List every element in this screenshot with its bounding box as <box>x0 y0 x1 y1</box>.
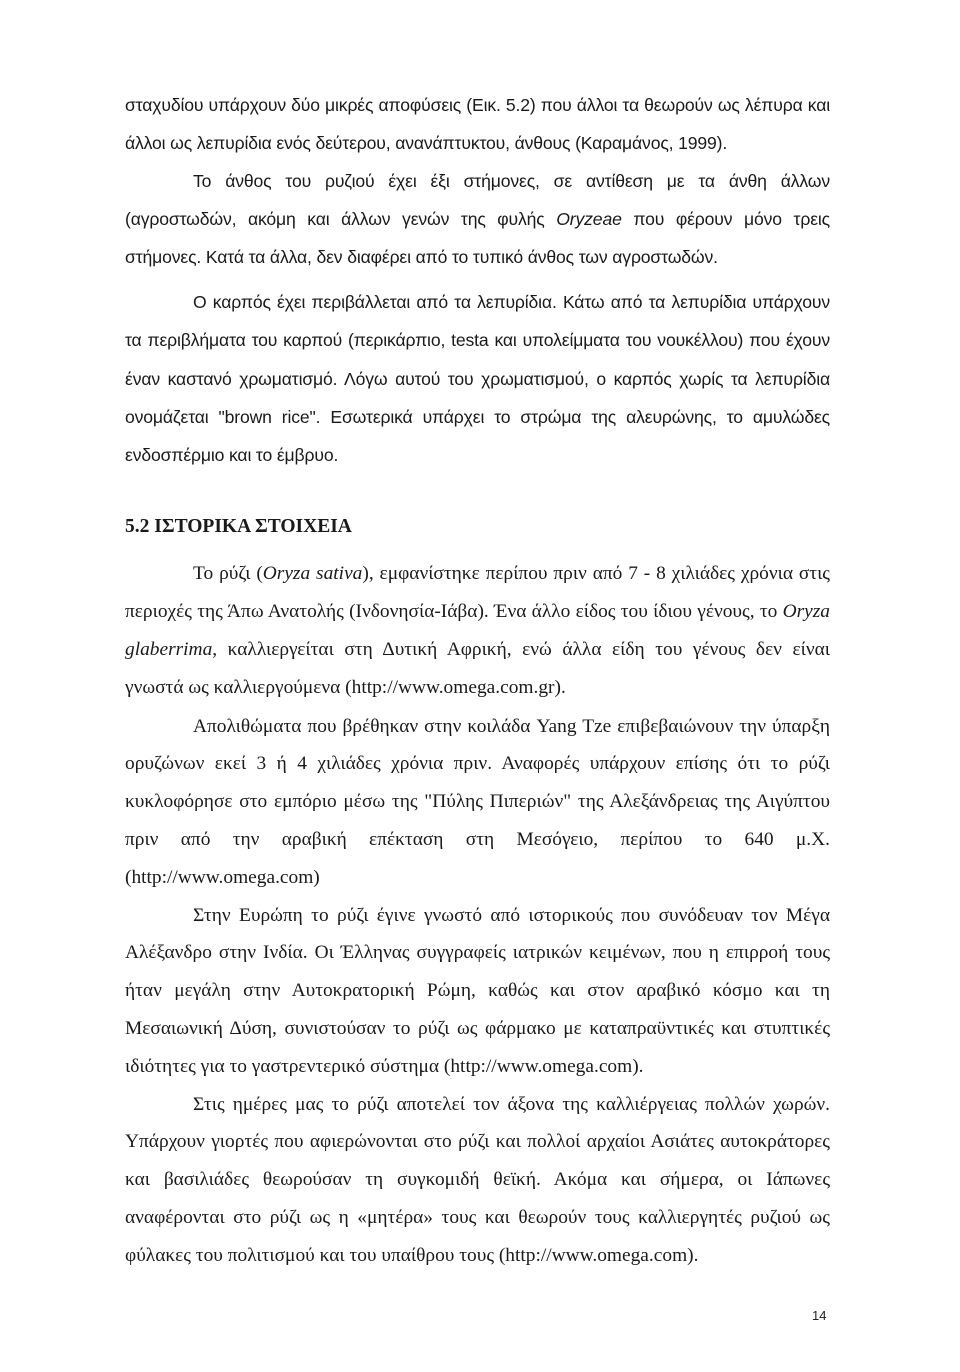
history-origin-text-2: ), εμφανίστηκε περίπου πριν από 7 - 8 χιλιάδες χρόνια στις περιοχές της Άπω Ανατολής (Ινδονησία-Ιάβα). Ένα άλλο είδος του ίδιου γένους, το <box>125 563 830 623</box>
history-section <box>125 555 830 1274</box>
history-paragraph-europe <box>125 897 830 1086</box>
paragraph-intro-text: σταχυδίου υπάρχουν δύο μικρές αποφύσεις (Εικ. 5.2) που άλλοι τα θεωρούν ως λέπυρα και άλλοι ως λεπυρίδια ενός δεύτερου, ανανάπτυκτου, άνθους (Καραμάνος, 1999). <box>125 95 830 153</box>
history-europe-text: Στην Ευρώπη το ρύζι έγινε γνωστό από ιστορικούς που συνόδευαν τον Μέγα Αλέξανδρο στην Ινδία. Οι Έλληνας συγγραφείς ιατρικών κειμένων, που η επιρροή τους ήταν μεγάλη στην Αυτοκρατορική Ρώμη, καθώς και στον αραβικό κόσμο και τη Μεσαιωνική Δύση, συνιστούσαν το ρύζι ως φάρμακο με καταπραϋντικές και στυπτικές ιδιότητες για το γαστρεντερικό σύστημα (http://www.omega.com). <box>125 904 830 1077</box>
paragraph-fruit <box>125 283 830 474</box>
history-today-text: Στις ημέρες μας το ρύζι αποτελεί τον άξονα της καλλιέργειας πολλών χωρών. Υπάρχουν γιορτές που αφιερώνονται στο ρύζι και πολλοί αρχαίοι Ασιάτες αυτοκράτορες και βασιλιάδες θεωρούσαν τη συγκομιδή θεϊκή. Ακόμα και σήμερα, οι Ιάπωνες αναφέρονται στο ρύζι ως η «μητέρα» τους και θεωρούν τους καλλιεργητές ρυζιού ως φύλακες του πολιτισμού και του υπαίθρου τους (http://www.omega.com). <box>125 1093 830 1266</box>
paragraph-flower-italic: Oryzeae <box>556 209 622 229</box>
paragraph-fruit-text: Ο καρπός έχει περιβάλλεται από τα λεπυρίδια. Κάτω από τα λεπυρίδια υπάρχουν τα περιβλήματα του καρπού (περικάρπιο, testa και υπολείμματα του νουκέλλου) που έχουν έναν καστανό χρωματισμό. Λόγω αυτού του χρωματισμού, ο καρπός χωρίς τα λεπυρίδια ονομάζεται "brown rice". Εσωτερικά υπάρχει το στρώμα της αλευρώνης, το αμυλώδες ενδοσπέρμιο και το έμβρυο. <box>125 292 830 466</box>
history-origin-text-1: Το ρύζι ( <box>193 563 263 585</box>
history-origin-text-3: , καλλιεργείται στη Δυτική Αφρική, ενώ άλλα είδη του γένους δεν είναι γνωστά ως καλλιεργούμενα (http://www.omega.com.gr). <box>125 639 830 698</box>
section-heading: 5.2 ΙΣΤΟΡΙΚΑ ΣΤΟΙΧΕΙΑ <box>125 516 352 538</box>
paragraph-flower-text-1: Το άνθος του ρυζιού έχει έξι στήμονες, σε αντίθεση με τα άνθη άλλων (αγροστωδών, ακόμη και άλλων γενών της φυλής <box>125 171 830 229</box>
paragraph-intro <box>125 86 830 162</box>
history-paragraph-fossils <box>125 708 830 897</box>
paragraph-flower-text-2: που φέρουν μόνο τρεις στήμονες. Κατά τα άλλα, δεν διαφέρει από το τυπικό άνθος των αγροστωδών. <box>125 209 830 267</box>
paragraph-flower <box>125 162 830 276</box>
document-page <box>125 86 830 1275</box>
history-origin-italic-2: Oryza glaberrima <box>125 601 830 661</box>
greek-text-section <box>125 86 830 474</box>
history-paragraph-origin <box>125 555 830 706</box>
history-paragraph-today <box>125 1086 830 1275</box>
history-fossils-text: Απολιθώματα που βρέθηκαν στην κοιλάδα Yang Tze επιβεβαιώνουν την ύπαρξη ορυζώνων εκεί 3 ή 4 χιλιάδες χρόνια πριν. Αναφορές υπάρχουν επίσης ότι το ρύζι κυκλοφόρησε στο εμπόριο μέσω της "Πύλης Πιπεριών" της Αλεξάνδρειας της Αιγύπτου πριν από την αραβική επέκταση στη Μεσόγειο, περίπου το 640 μ.Χ. (http://www.omega.com) <box>125 715 830 888</box>
history-origin-italic-1: Oryza sativa <box>262 563 363 585</box>
page-number: 14 <box>812 1308 827 1323</box>
